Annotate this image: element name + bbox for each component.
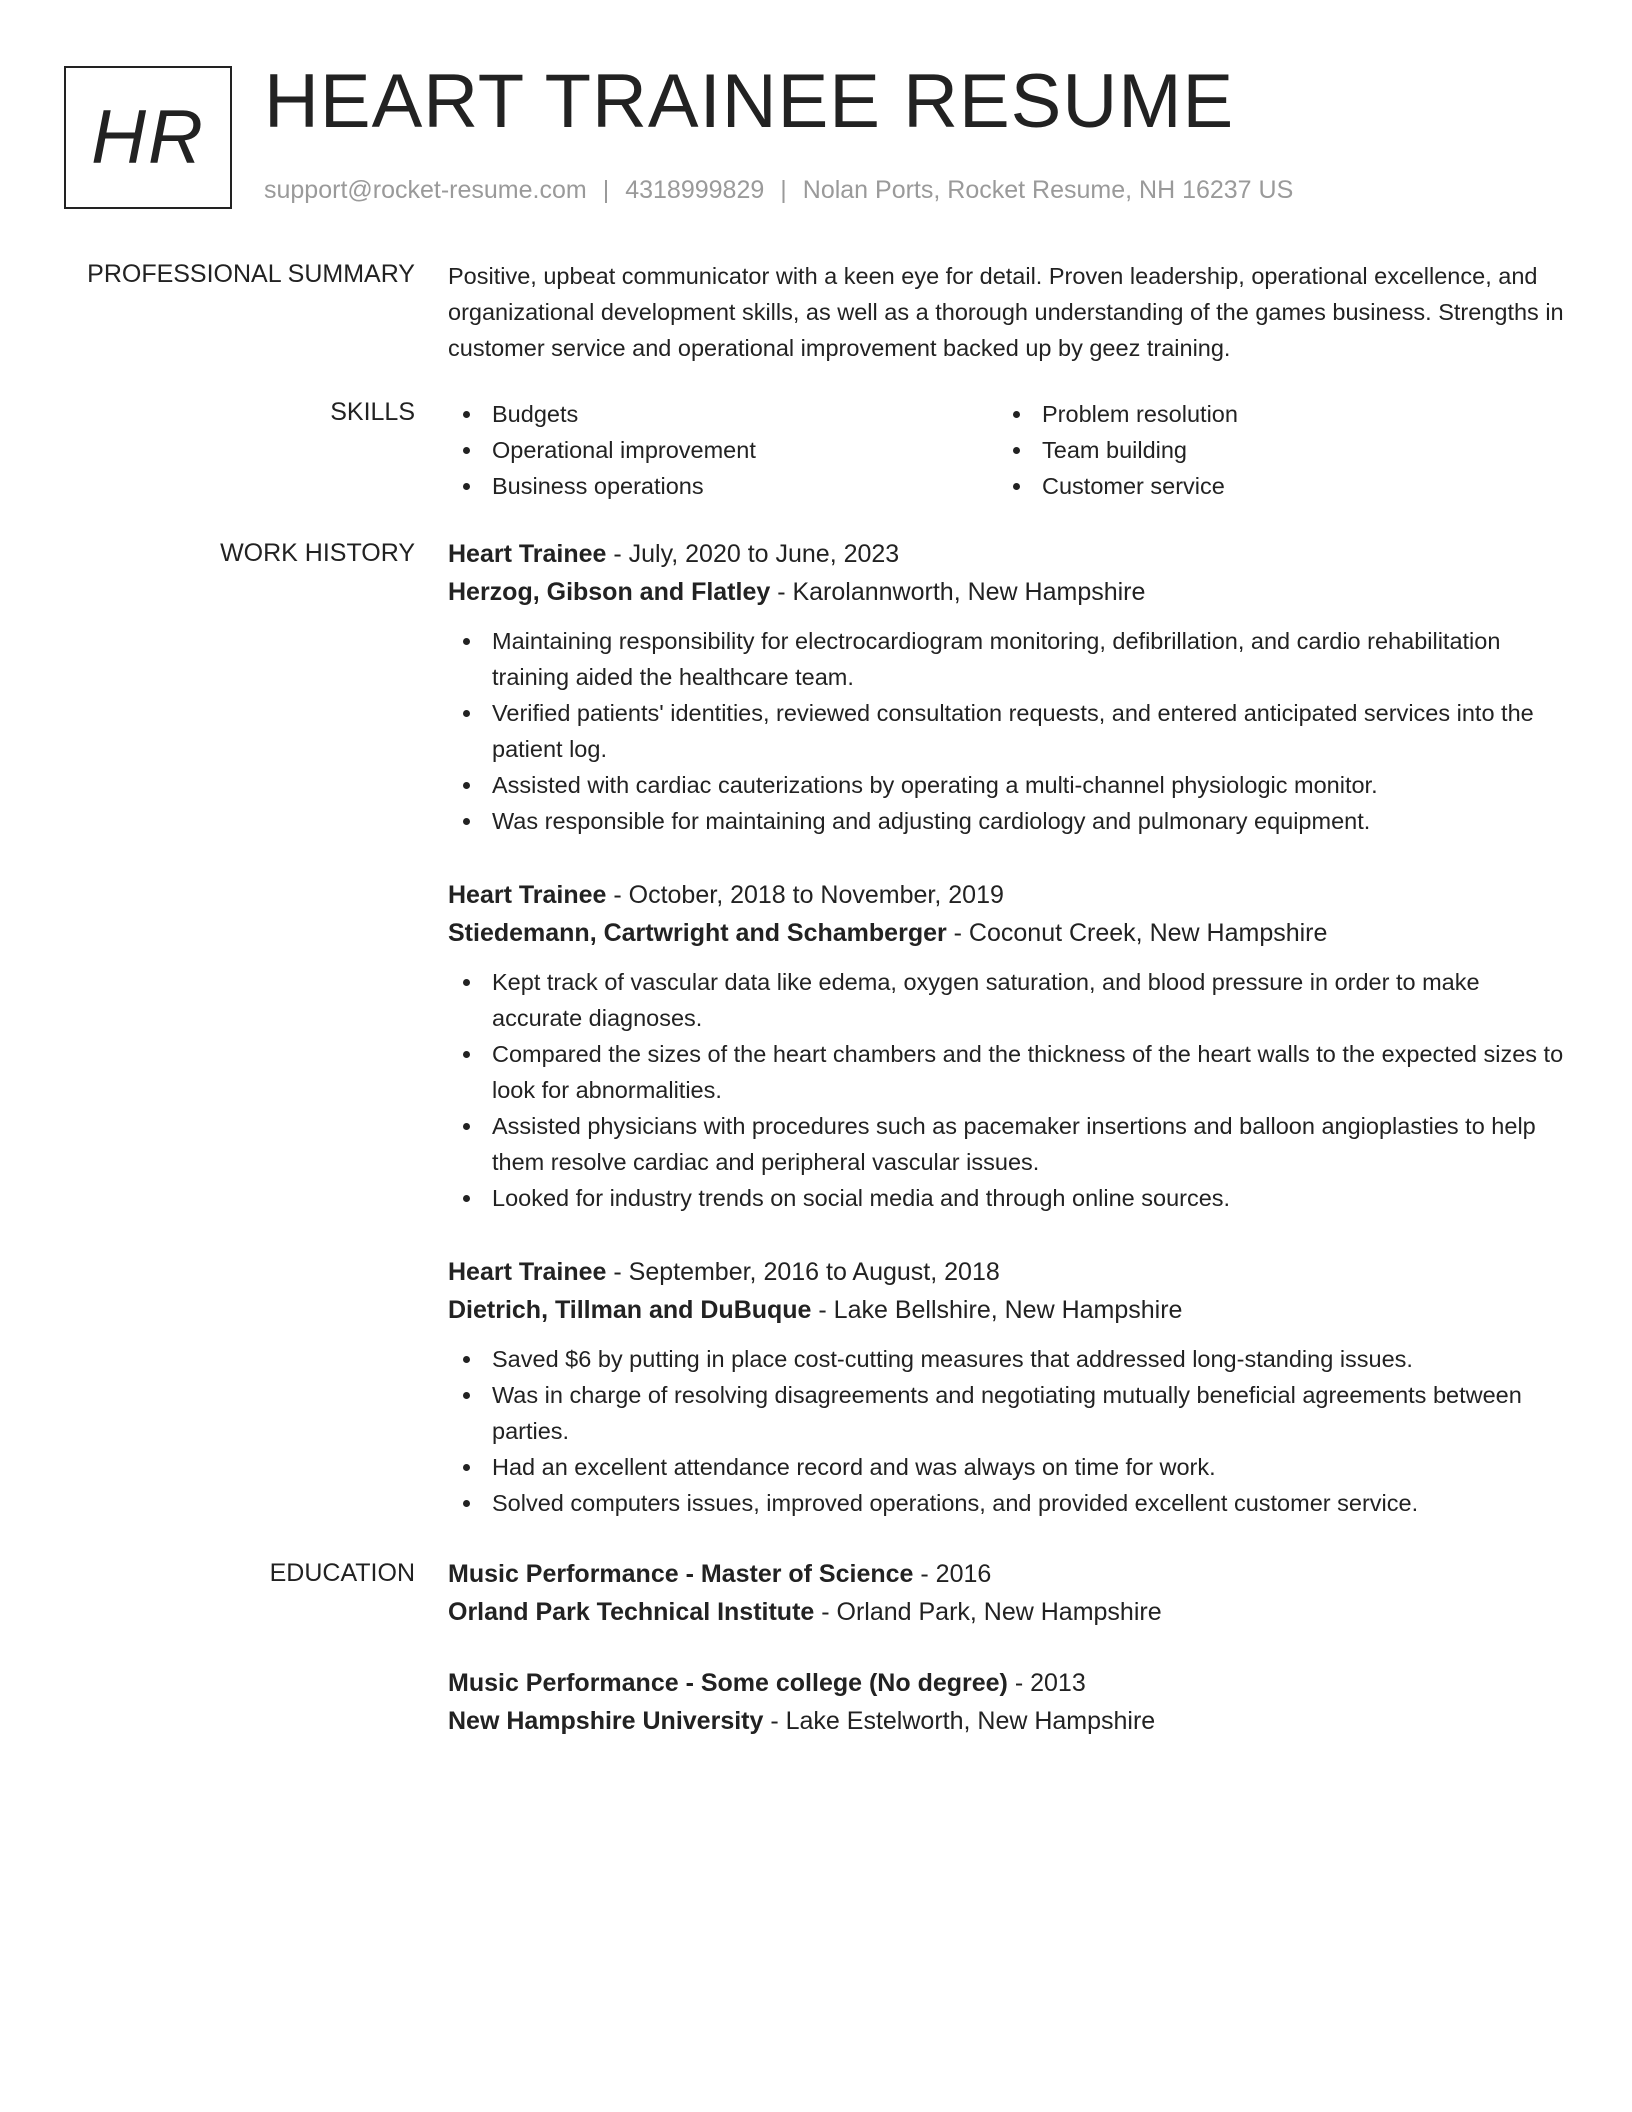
job-company-line xyxy=(448,573,1566,611)
job-location: - Karolannworth, New Hampshire xyxy=(770,578,1146,606)
job-bullets xyxy=(448,964,1566,1216)
job-bullet: Kept track of vascular data like edema, oxygen saturation, and blood pressure in order to make accurate diagnoses. xyxy=(448,964,1566,1036)
job-bullet: Looked for industry trends on social media and through online sources. xyxy=(448,1180,1566,1216)
job-title-line xyxy=(448,876,1566,914)
job-bullet: Was in charge of resolving disagreements and negotiating mutually beneficial agreements between parties. xyxy=(448,1377,1566,1449)
education-year: - 2013 xyxy=(1007,1669,1086,1697)
education-school-line xyxy=(448,1593,1566,1631)
education-school: Orland Park Technical Institute xyxy=(448,1598,815,1626)
education-school: New Hampshire University xyxy=(448,1707,764,1735)
education-entry xyxy=(448,1555,1566,1631)
job-bullet: Solved computers issues, improved operations, and provided excellent customer service. xyxy=(448,1485,1566,1521)
section-label-work: WORK HISTORY xyxy=(220,539,415,567)
skills-list xyxy=(448,396,1566,504)
education-degree: Music Performance - Master of Science xyxy=(448,1560,914,1588)
monogram-text: HR xyxy=(91,95,205,180)
job-title: Heart Trainee xyxy=(448,1258,607,1286)
education-year: - 2016 xyxy=(913,1560,992,1588)
job-bullet: Compared the sizes of the heart chambers and the thickness of the heart walls to the expected sizes to look for abnormalities. xyxy=(448,1036,1566,1108)
skill-item: Operational improvement xyxy=(448,432,998,468)
education-location: - Lake Estelworth, New Hampshire xyxy=(763,1707,1156,1735)
job-location: - Coconut Creek, New Hampshire xyxy=(946,919,1328,947)
skills-column-right xyxy=(998,396,1548,504)
education-degree: Music Performance - Some college (No degree) xyxy=(448,1669,1008,1697)
contact-line xyxy=(264,176,1293,205)
contact-separator: | xyxy=(780,176,787,204)
education-degree-line xyxy=(448,1555,1566,1593)
summary-text: Positive, upbeat communicator with a keen eye for detail. Proven leadership, operational excellence, and organizational development skills, as well as a thorough understanding of the games business. Strengths in customer service and operational improvement backed up by geez training. xyxy=(448,263,1564,361)
job-company: Stiedemann, Cartwright and Schamberger xyxy=(448,919,947,947)
education-degree-line xyxy=(448,1664,1566,1702)
skill-item: Team building xyxy=(998,432,1548,468)
contact-address: Nolan Ports, Rocket Resume, NH 16237 US xyxy=(802,176,1294,204)
job-title: Heart Trainee xyxy=(448,881,607,909)
job-dates: - September, 2016 to August, 2018 xyxy=(606,1258,1000,1286)
summary-body xyxy=(448,258,1566,366)
skill-item: Problem resolution xyxy=(998,396,1548,432)
job-entry xyxy=(448,876,1566,1216)
skill-item: Budgets xyxy=(448,396,998,432)
job-title: Heart Trainee xyxy=(448,540,607,568)
contact-email: support@rocket-resume.com xyxy=(264,176,587,204)
job-company: Herzog, Gibson and Flatley xyxy=(448,578,771,606)
contact-phone: 4318999829 xyxy=(625,176,765,204)
job-bullet: Saved $6 by putting in place cost-cutting measures that addressed long-standing issues. xyxy=(448,1341,1566,1377)
skill-item: Business operations xyxy=(448,468,998,504)
job-bullet: Assisted with cardiac cauterizations by operating a multi-channel physiologic monitor. xyxy=(448,767,1566,803)
job-company-line xyxy=(448,1291,1566,1329)
job-company: Dietrich, Tillman and DuBuque xyxy=(448,1296,812,1324)
job-bullet: Maintaining responsibility for electrocardiogram monitoring, defibrillation, and cardio rehabilitation training aided the healthcare team. xyxy=(448,623,1566,695)
resume-title: HEART TRAINEE RESUME xyxy=(264,59,1235,144)
job-bullets xyxy=(448,1341,1566,1521)
education-location: - Orland Park, New Hampshire xyxy=(814,1598,1162,1626)
job-title-line xyxy=(448,1253,1566,1291)
skills-column-left xyxy=(448,396,998,504)
job-bullet: Was responsible for maintaining and adjusting cardiology and pulmonary equipment. xyxy=(448,803,1566,839)
job-bullet: Assisted physicians with procedures such as pacemaker insertions and balloon angioplasties to help them resolve cardiac and peripheral vascular issues. xyxy=(448,1108,1566,1180)
job-bullet: Verified patients' identities, reviewed consultation requests, and entered anticipated services into the patient log. xyxy=(448,695,1566,767)
skill-item: Customer service xyxy=(998,468,1548,504)
monogram-box xyxy=(64,66,232,209)
contact-separator: | xyxy=(602,176,610,204)
education-school-line xyxy=(448,1702,1566,1740)
job-title-line xyxy=(448,535,1566,573)
job-dates: - July, 2020 to June, 2023 xyxy=(606,540,900,568)
section-label-skills: SKILLS xyxy=(330,398,415,426)
job-entry xyxy=(448,1253,1566,1521)
job-entry xyxy=(448,535,1566,839)
section-label-education: EDUCATION xyxy=(269,1559,415,1587)
section-label-summary: PROFESSIONAL SUMMARY xyxy=(87,260,415,288)
job-location: - Lake Bellshire, New Hampshire xyxy=(811,1296,1183,1324)
job-bullets xyxy=(448,623,1566,839)
job-company-line xyxy=(448,914,1566,952)
education-entry xyxy=(448,1664,1566,1740)
job-dates: - October, 2018 to November, 2019 xyxy=(606,881,1004,909)
job-bullet: Had an excellent attendance record and was always on time for work. xyxy=(448,1449,1566,1485)
